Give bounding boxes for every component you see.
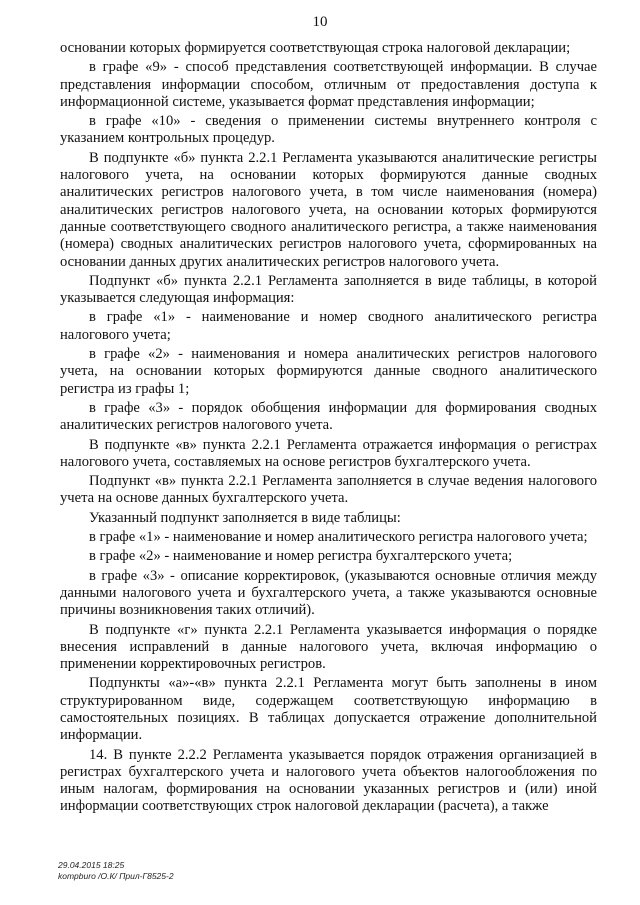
paragraph: Подпункты «а»-«в» пункта 2.2.1 Регламента могут быть заполнены в ином структурированном виде, содержащем соответствующую информацию в самостоятельных позициях. В таблицах допускается отражение дополнительной информации. <box>60 675 597 744</box>
paragraph: В подпункте «г» пункта 2.2.1 Регламента указывается информация о порядке внесения исправлений в данные налогового учета, включая информацию о применении корректировочных регистров. <box>60 621 597 673</box>
paragraph: в графе «2» - наименование и номер регистра бухгалтерского учета; <box>89 548 513 565</box>
paragraph: основании которых формируется соответствующая строка налоговой декларации; <box>60 40 571 56</box>
paragraph: в графе «3» - описание корректировок, (указываются основные отличия между данными налогового учета и бухгалтерского учета, а также указываются основные причины возникновения таких отличий). <box>60 567 597 619</box>
paragraph: в графе «9» - способ представления соответствующей информации. В случае представления информации способом, отличным от предоставления доступа к информационной системе, указывается формат представления информации; <box>60 59 597 110</box>
paragraph: В подпункте «в» пункта 2.2.1 Регламента отражается информация о регистрах налогового учета, составляемых на основе регистров бухгалтерского учета. <box>60 436 597 470</box>
paragraph: Указанный подпункт заполняется в виде таблицы: <box>89 509 401 526</box>
footer-date: 29.04.2015 18:25 <box>58 860 125 870</box>
paragraph: Подпункт «в» пункта 2.2.1 Регламента заполняется в случае ведения налогового учета на основе данных бухгалтерского учета. <box>60 473 597 507</box>
page-footer <box>58 860 174 882</box>
paragraph: в графе «3» - порядок обобщения информации для формирования сводных аналитических регистров налогового учета. <box>60 399 597 434</box>
paragraph: 14. В пункте 2.2.2 Регламента указывается порядок отражения организацией в регистрах бухгалтерского учета и налогового учета объектов налогообложения по иным налогам, формирования на основании указанных регистров и (или) иной информации соответствующих строк налоговой декларации (расчета), а также <box>60 746 597 815</box>
page-number: 10 <box>312 14 328 30</box>
paragraph: в графе «10» - сведения о применении системы внутреннего контроля с указанием контрольных процедур. <box>60 113 597 147</box>
paragraph: Подпункт «б» пункта 2.2.1 Регламента заполняется в виде таблицы, в которой указывается следующая информация: <box>60 272 597 307</box>
paragraph: в графе «1» - наименование и номер аналитического регистра налогового учета; <box>89 529 588 546</box>
footer-file-path: kompburo /О.К/ Прил-Г8525-2 <box>58 871 174 881</box>
paragraph: В подпункте «б» пункта 2.2.1 Регламента указываются аналитические регистры налогового учета, на основании которых формируются данные сводных аналитических регистров налогового учета, в том числе наименования (номера) аналитических регистров налогового учета, на основании которых формируются данные соответствующего сводного аналитического регистра, а также наименования (номера) сводных аналитических регистров налогового учета, сформированных на основании данных других аналитических регистров налогового учета. <box>60 149 597 270</box>
paragraph: в графе «1» - наименование и номер сводного аналитического регистра налогового учета; <box>60 309 597 343</box>
paragraph: в графе «2» - наименования и номера аналитических регистров налогового учета, на основании которых формируются данные сводного аналитического регистра из графы 1; <box>60 346 597 397</box>
document-body <box>60 40 597 818</box>
